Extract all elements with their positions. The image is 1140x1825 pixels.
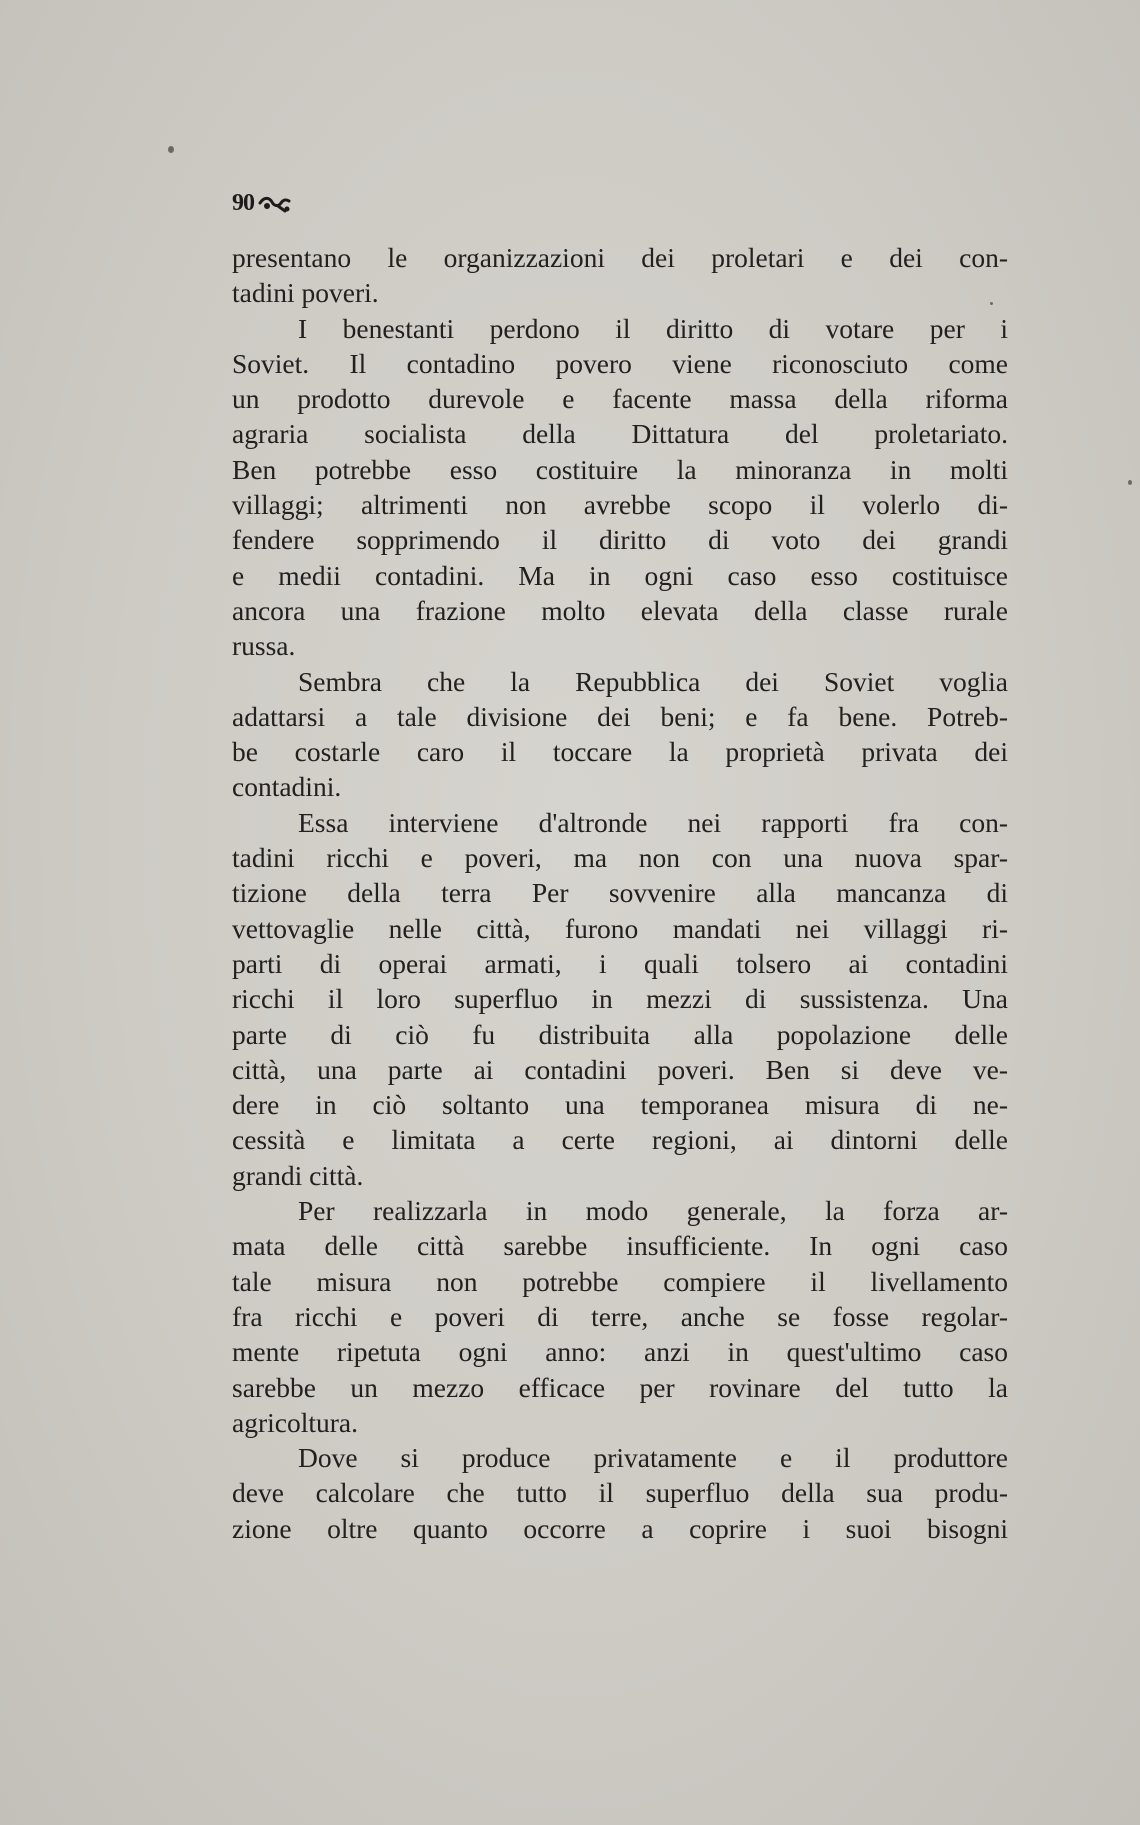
fleuron-icon (258, 194, 292, 214)
text-line: e medii contadini. Ma in ogni caso esso costituisce (232, 559, 1008, 591)
text-line: fendere sopprimendo il diritto di voto dei grandi (232, 524, 1008, 556)
paper-speck (1128, 480, 1132, 485)
text-line: Ben potrebbe esso costituire la minoranza in molti (232, 453, 1008, 485)
text-line: deve calcolare che tutto il superfluo della sua produ- (232, 1477, 1008, 1509)
text-line: presentano le organizzazioni dei proletari e dei con- (232, 242, 1008, 273)
text-line: adattarsi a tale divisione dei beni; e fa bene. Potreb- (232, 700, 1008, 732)
page-header (232, 190, 292, 217)
paragraph (232, 805, 1008, 1193)
text-line: be costarle caro il toccare la proprietà privata dei (232, 736, 1008, 768)
text-line: mente ripetuta ogni anno: anzi in quest'ultimo caso (232, 1336, 1008, 1368)
text-line: Essa interviene d'altronde nei rapporti fra con- (298, 806, 1008, 838)
text-line: ricchi il loro superfluo in mezzi di sussistenza. Una (232, 983, 1008, 1015)
paragraph (232, 240, 1008, 311)
text-line: agricoltura. (232, 1406, 358, 1438)
text-line: grandi città. (232, 1159, 364, 1191)
text-line: russa. (232, 630, 296, 662)
text-line: I benestanti perdono il diritto di votare per i (298, 312, 1008, 344)
text-line: tadini ricchi e poveri, ma non con una nuova spar- (232, 842, 1008, 874)
text-line: agraria socialista della Dittatura del proletariato. (232, 418, 1008, 450)
text-line: Per realizzarla in modo generale, la forza ar- (298, 1195, 1008, 1227)
text-line: mata delle città sarebbe insufficiente. In ogni caso (232, 1230, 1008, 1262)
text-line: parte di ciò fu distribuita alla popolazione delle (232, 1018, 1008, 1050)
text-line: un prodotto durevole e facente massa della riforma (232, 383, 1008, 415)
text-line: sarebbe un mezzo efficace per rovinare del tutto la (232, 1371, 1008, 1403)
paragraph (232, 1193, 1008, 1440)
text-line: Dove si produce privatamente e il produttore (298, 1442, 1008, 1474)
text-line: tadini poveri. (232, 277, 379, 309)
text-line: Soviet. Il contadino povero viene riconosciuto come (232, 347, 1008, 379)
text-line: contadini. (232, 771, 342, 803)
text-line: cessità e limitata a certe regioni, ai dintorni delle (232, 1124, 1008, 1156)
body-text (232, 240, 1008, 1546)
paragraph (232, 311, 1008, 664)
paragraph (232, 1440, 1008, 1546)
text-line: città, una parte ai contadini poveri. Ben si deve ve- (232, 1053, 1008, 1085)
paragraph (232, 664, 1008, 805)
text-line: tizione della terra Per sovvenire alla mancanza di (232, 877, 1008, 909)
text-line: tale misura non potrebbe compiere il livellamento (232, 1265, 1008, 1297)
text-line: vettovaglie nelle città, furono mandati nei villaggi ri- (232, 912, 1008, 944)
text-line: fra ricchi e poveri di terre, anche se fosse regolar- (232, 1300, 1008, 1332)
text-line: villaggi; altrimenti non avrebbe scopo il volerlo di- (232, 489, 1008, 521)
paper-speck (168, 146, 174, 153)
text-line: zione oltre quanto occorre a coprire i suoi bisogni (232, 1512, 1008, 1544)
text-line: parti di operai armati, i quali tolsero ai contadini (232, 947, 1008, 979)
text-line: dere in ciò soltanto una temporanea misura di ne- (232, 1089, 1008, 1121)
text-line: Sembra che la Repubblica dei Soviet voglia (298, 665, 1008, 697)
page-number: 90 (232, 190, 254, 216)
text-line: ancora una frazione molto elevata della classe rurale (232, 594, 1008, 626)
